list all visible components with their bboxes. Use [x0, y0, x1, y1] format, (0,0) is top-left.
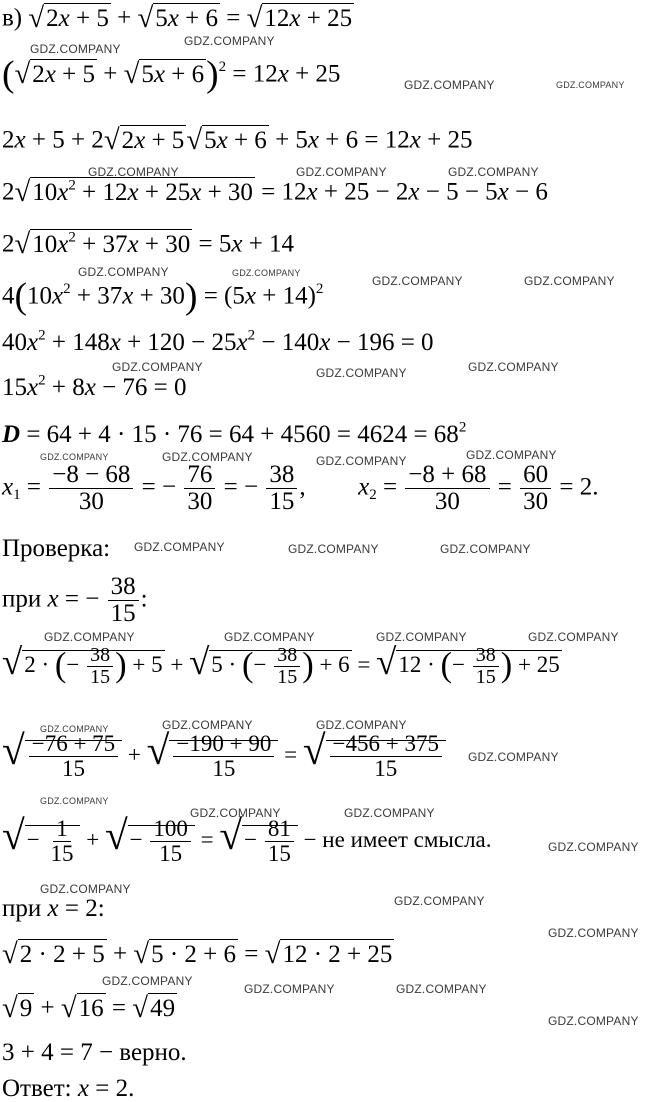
check-roots-2: √9 + √16 = √49	[2, 992, 176, 1024]
equation-product: $2√10x^2 + 12x + 25x + 30 = 12x + 25 - 2x - 5 - 5x - 6$	[2, 176, 548, 208]
watermark: GDZ.COMPANY	[548, 926, 639, 940]
check-negative: √− $\frac{1}{15}$ + √− $\frac{100}{15}$ = √− $\frac{81}{15}$ − не имеет смысла.	[2, 812, 492, 867]
equation-expanded: 2x + 5 + 2√2x + 5√5x + 6 + 5x + 6 = 12x + 25	[2, 124, 473, 156]
watermark: GDZ.COMPANY	[232, 268, 301, 278]
check-result-2: 3 + 4 = 7 − верно.	[2, 1039, 187, 1066]
item-label: в)	[2, 4, 23, 32]
equation-squared-again: $4(10x^2 + 37x + 30) = (5x + 14)^2$	[2, 276, 324, 317]
watermark: GDZ.COMPANY	[112, 360, 203, 374]
watermark: GDZ.COMPANY	[184, 34, 275, 48]
check-at-label-2: при	[2, 895, 42, 922]
watermark: GDZ.COMPANY	[316, 718, 407, 732]
check-case-1: при x = − $\frac{38}{15}$ :	[2, 573, 148, 628]
check-heading: Проверка:	[2, 535, 111, 562]
watermark: GDZ.COMPANY	[316, 454, 407, 468]
no-sense-text: − не имеет смысла.	[303, 826, 492, 852]
watermark: GDZ.COMPANY	[468, 750, 559, 764]
correct-text: − верно.	[98, 1039, 187, 1066]
watermark: GDZ.COMPANY	[396, 982, 487, 996]
watermark: GDZ.COMPANY	[448, 165, 539, 179]
watermark: GDZ.COMPANY	[102, 974, 193, 988]
check-fractions: √ $\frac{-76 + 75}{15}$ + √ $\frac{-190 + 90}{15}$ = √ $\frac{-456 + 375}{15}$	[2, 730, 446, 781]
watermark: GDZ.COMPANY	[296, 165, 387, 179]
watermark: GDZ.COMPANY	[78, 265, 169, 279]
watermark: GDZ.COMPANY	[190, 806, 281, 820]
watermark: GDZ.COMPANY	[528, 630, 619, 644]
watermark: GDZ.COMPANY	[30, 42, 121, 56]
watermark: GDZ.COMPANY	[404, 78, 495, 92]
answer: Ответ: x = 2.	[2, 1075, 135, 1102]
watermark: GDZ.COMPANY	[524, 274, 615, 288]
watermark: GDZ.COMPANY	[244, 982, 335, 996]
watermark: GDZ.COMPANY	[316, 366, 407, 380]
watermark: GDZ.COMPANY	[468, 360, 559, 374]
watermark: GDZ.COMPANY	[372, 274, 463, 288]
watermark: GDZ.COMPANY	[40, 452, 109, 462]
check-at-label: при	[2, 585, 42, 613]
watermark: GDZ.COMPANY	[224, 630, 315, 644]
equation-squared: $(√2x + 5 + √5x + 6)^2 = 12x + 25$	[2, 54, 341, 95]
watermark: GDZ.COMPANY	[288, 542, 379, 556]
equation-simplified: $2√10x^2 + 37x + 30 = 5x + 14$	[2, 228, 295, 260]
check-substitution-2: √2 · 2 + 5 + √5 · 2 + 6 = √12 · 2 + 25	[2, 938, 393, 970]
check-substitution: √2 · (− $\frac{38}{15}$ ) + 5 + √5 · (− $\frac{38}{15}$ ) + 6 = √12 · (− $\frac{38}{15}$ ) + 25	[2, 641, 560, 689]
watermark: GDZ.COMPANY	[40, 796, 109, 806]
check-case-2: при x = 2:	[2, 895, 105, 922]
roots: $x_1$ = $\frac{-8 - 68}{30}$ = − $\frac{76}{30}$ = − $\frac{38}{15}$ , $x_2$ = $\frac{-8 + 68}{30}$ = $\frac{60}{30}$ = 2.	[2, 461, 599, 516]
watermark: GDZ.COMPANY	[394, 894, 485, 908]
equation-original: в) √2x + 5 + √5x + 6 = √12x + 25	[2, 2, 353, 34]
watermark: GDZ.COMPANY	[376, 630, 467, 644]
watermark: GDZ.COMPANY	[162, 450, 253, 464]
watermark: GDZ.COMPANY	[44, 630, 135, 644]
watermark: GDZ.COMPANY	[162, 718, 253, 732]
equation-quadratic: $15x^2 + 8x - 76 = 0$	[2, 372, 187, 401]
watermark: GDZ.COMPANY	[344, 806, 435, 820]
watermark: GDZ.COMPANY	[548, 840, 639, 854]
equation-polynomial: $40x^2 + 148x + 120 - 25x^2 - 140x - 196 = 0$	[2, 327, 434, 356]
watermark: GDZ.COMPANY	[40, 724, 109, 734]
watermark: GDZ.COMPANY	[88, 165, 179, 179]
watermark: GDZ.COMPANY	[40, 882, 131, 896]
discriminant: $D = 64 + 4 \cdot 15 \cdot 76 = 64 + 4560 = 4624 = 68^2$	[2, 419, 467, 448]
watermark: GDZ.COMPANY	[440, 542, 531, 556]
watermark: GDZ.COMPANY	[134, 540, 225, 554]
watermark: GDZ.COMPANY	[548, 1014, 639, 1028]
answer-label: Ответ:	[2, 1075, 72, 1102]
watermark: GDZ.COMPANY	[466, 448, 557, 462]
watermark: GDZ.COMPANY	[556, 80, 625, 90]
